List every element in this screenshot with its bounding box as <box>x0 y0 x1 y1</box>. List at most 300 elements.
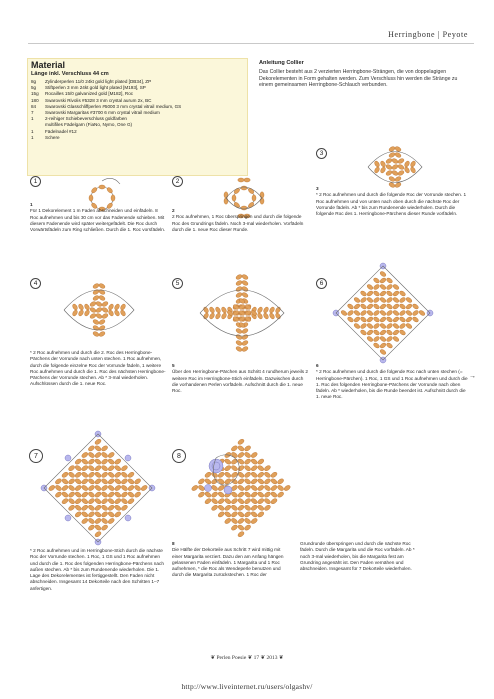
bead <box>72 303 79 311</box>
instructions-title: Anleitung Collier <box>259 60 304 66</box>
bead <box>140 484 148 491</box>
header-section: Herringbone <box>388 30 436 39</box>
bead <box>353 310 361 317</box>
bead <box>385 164 393 171</box>
step-6-text <box>316 363 468 401</box>
bead <box>94 478 102 485</box>
bead <box>217 504 225 511</box>
bead <box>101 491 109 498</box>
bead <box>68 478 76 485</box>
bead <box>72 309 79 317</box>
bead <box>379 323 387 330</box>
bead <box>263 504 271 511</box>
bead <box>397 158 405 165</box>
bead <box>360 297 368 304</box>
bead <box>211 504 219 511</box>
bead <box>94 458 102 465</box>
bead <box>263 498 271 505</box>
bead <box>120 498 128 505</box>
bead <box>379 290 387 297</box>
bead <box>127 491 135 498</box>
bead <box>235 328 243 335</box>
bead <box>217 511 225 518</box>
bead <box>74 511 82 518</box>
bead <box>237 498 245 505</box>
bead <box>244 484 252 491</box>
bead <box>114 465 122 472</box>
bead <box>379 277 387 284</box>
bead <box>373 303 381 310</box>
bead <box>87 458 95 465</box>
bead <box>399 297 407 304</box>
bead <box>257 458 265 465</box>
bead <box>380 166 387 174</box>
bead <box>235 274 243 281</box>
bead <box>134 484 142 491</box>
bead <box>257 306 264 314</box>
bead <box>98 289 106 296</box>
bead <box>399 316 407 323</box>
bead <box>81 471 89 478</box>
bead <box>87 504 95 511</box>
bead <box>74 471 82 478</box>
bead <box>87 484 95 491</box>
bead <box>391 164 399 171</box>
bead <box>134 491 142 498</box>
bead <box>81 451 89 458</box>
bead <box>386 303 394 310</box>
bead <box>237 504 245 511</box>
bead <box>379 271 387 278</box>
step-4-text <box>30 350 166 388</box>
bead <box>127 471 135 478</box>
bead <box>107 451 115 458</box>
bead <box>405 297 413 304</box>
bead <box>366 329 374 336</box>
bead <box>388 152 396 159</box>
bead <box>230 471 238 478</box>
bead <box>405 303 413 310</box>
bead <box>270 491 278 498</box>
bead <box>405 310 413 317</box>
material-qty: 180 <box>31 97 39 103</box>
material-text: 2-reihiger Schiebeverschluss goldfarben <box>45 116 127 122</box>
bead <box>114 303 121 311</box>
bead <box>232 316 239 323</box>
bead <box>388 176 396 183</box>
bead <box>68 498 76 505</box>
bead <box>221 306 228 314</box>
bead <box>237 524 245 531</box>
bead <box>74 484 82 491</box>
bead <box>366 290 374 297</box>
step-2-marker: 2 <box>172 176 183 187</box>
step-3-marker: 3 <box>316 148 327 159</box>
bead <box>386 290 394 297</box>
bead <box>386 323 394 330</box>
bead <box>230 445 238 452</box>
bead <box>386 316 394 323</box>
bead <box>87 491 95 498</box>
bead <box>95 313 103 320</box>
material-text: Swarovski Glasschliffperlen #5000 3 mm crystal vitrail medium, GS <box>45 103 182 109</box>
bead <box>197 484 205 491</box>
bead <box>250 451 258 458</box>
bead <box>379 336 387 343</box>
bead <box>263 465 271 472</box>
bead <box>217 478 225 485</box>
bead <box>215 312 222 320</box>
bead <box>392 316 400 323</box>
step-4-marker: 4 <box>30 278 41 289</box>
bead <box>235 286 243 293</box>
bead <box>81 484 89 491</box>
bead <box>224 504 232 511</box>
bead <box>217 491 225 498</box>
bead <box>257 498 265 505</box>
bead <box>224 511 232 518</box>
bead <box>263 484 271 491</box>
bead <box>94 531 102 538</box>
bead <box>412 310 420 317</box>
step-7-diagram <box>38 428 158 548</box>
material-text: Rocailles 15/0 galvanized gold [M182], Roc <box>45 91 134 97</box>
bead <box>379 342 387 349</box>
bead <box>238 316 245 323</box>
bead <box>244 471 252 478</box>
bead <box>250 491 258 498</box>
bead <box>101 307 109 314</box>
bead <box>241 292 249 299</box>
material-text: Schere <box>45 134 60 140</box>
bead <box>232 304 239 311</box>
bead <box>373 316 381 323</box>
bead <box>211 498 219 505</box>
bead <box>237 511 245 518</box>
bead <box>373 277 381 284</box>
bead <box>269 312 276 320</box>
bead <box>244 504 252 511</box>
step-5-text <box>172 363 308 394</box>
bead <box>263 312 270 320</box>
header-topic: Peyote <box>442 30 468 39</box>
bead <box>373 284 381 291</box>
bead <box>405 316 413 323</box>
bead <box>81 478 89 485</box>
bead <box>235 346 243 353</box>
bead <box>114 471 122 478</box>
bead <box>54 478 62 485</box>
bead <box>74 465 82 472</box>
bead <box>120 471 128 478</box>
bead <box>241 274 249 281</box>
bead <box>101 517 109 524</box>
bead <box>54 491 62 498</box>
bead <box>386 297 394 304</box>
bead <box>394 176 402 183</box>
bead <box>107 458 115 465</box>
bead <box>392 336 400 343</box>
material-text: Zylinderperlen 11/0 24kt gold light plated [DB34], ZP <box>45 79 152 84</box>
bead <box>68 504 76 511</box>
bead <box>347 316 355 323</box>
bead <box>366 310 374 317</box>
bead <box>101 511 109 518</box>
bead <box>275 312 282 320</box>
bead <box>204 498 212 505</box>
material-text: multifiles Fädelgarn (FiaNo, Nymo, One G) <box>45 122 133 128</box>
bead <box>235 292 243 299</box>
bead <box>230 504 238 511</box>
bead <box>392 323 400 330</box>
bead <box>237 478 245 485</box>
bead <box>374 166 381 174</box>
bead <box>244 458 252 465</box>
bead <box>74 504 82 511</box>
watermark-url: http://www.liveinternet.ru/users/olgashv/ <box>181 682 313 691</box>
bead <box>94 517 102 524</box>
materials-title: Material <box>31 60 66 70</box>
step-3-label: 3 <box>316 186 319 191</box>
bead <box>107 465 115 472</box>
bead <box>203 306 210 314</box>
bead <box>392 303 400 310</box>
bead <box>114 309 121 317</box>
bead <box>397 164 405 171</box>
bead <box>92 331 100 338</box>
bead <box>81 498 89 505</box>
bead <box>224 478 232 485</box>
bead <box>89 195 93 201</box>
bead <box>360 329 368 336</box>
bead <box>94 465 102 472</box>
bead <box>94 471 102 478</box>
bead <box>78 309 85 317</box>
page-header <box>388 30 468 39</box>
bead <box>360 290 368 297</box>
bead <box>241 340 249 347</box>
crystal-bead <box>224 486 232 494</box>
step-5-diagram <box>192 263 292 363</box>
bead <box>283 484 291 491</box>
step-8-marker: 8 <box>172 449 186 463</box>
bead <box>107 511 115 518</box>
bead <box>366 303 374 310</box>
bead <box>392 310 400 317</box>
material-text: Swarovski Rivolis #5328 3 mm crystal aurum 2x, BC <box>45 97 152 103</box>
bead <box>241 328 249 335</box>
bead <box>84 309 91 317</box>
bead <box>224 517 232 524</box>
bead <box>98 283 106 290</box>
bead <box>238 310 245 317</box>
bead <box>391 170 399 177</box>
bead <box>399 329 407 336</box>
bead <box>244 511 252 518</box>
bead <box>127 484 135 491</box>
bead <box>114 484 122 491</box>
material-qty: 5g <box>31 85 37 91</box>
bead <box>120 491 128 498</box>
bead <box>353 297 361 304</box>
bead <box>257 491 265 498</box>
step-1-label: 1 <box>30 202 33 207</box>
bead <box>250 465 258 472</box>
bead <box>87 471 95 478</box>
bead <box>237 484 245 491</box>
bead <box>61 478 69 485</box>
bead <box>250 517 258 524</box>
crystal-bead <box>65 515 71 521</box>
bead <box>394 152 402 159</box>
bead <box>68 465 76 472</box>
step-8-text <box>172 541 420 637</box>
step-6-marker: 6 <box>316 278 327 289</box>
crystal-bead <box>205 485 212 492</box>
bead <box>98 325 106 332</box>
bead <box>418 310 426 317</box>
bead <box>89 307 97 314</box>
bead <box>87 511 95 518</box>
bead <box>237 465 245 472</box>
bead <box>101 504 109 511</box>
bead <box>48 484 56 491</box>
bead <box>94 498 102 505</box>
step-1-marker: 1 <box>30 176 41 187</box>
bead <box>61 484 69 491</box>
bead <box>244 316 251 323</box>
bead <box>230 478 238 485</box>
bead <box>54 484 62 491</box>
bead <box>107 498 115 505</box>
bead <box>241 334 249 341</box>
bead <box>95 301 103 308</box>
bead <box>101 313 109 320</box>
bead <box>95 307 103 314</box>
step-8-label: 8 <box>172 541 175 546</box>
bead <box>114 458 122 465</box>
bead <box>101 498 109 505</box>
bead <box>360 316 368 323</box>
bead <box>98 319 106 326</box>
bead <box>224 192 228 198</box>
bead <box>360 303 368 310</box>
bead <box>68 491 76 498</box>
bead <box>209 306 216 314</box>
bead <box>237 517 245 524</box>
bead <box>366 297 374 304</box>
bead <box>238 304 245 311</box>
bead <box>263 478 271 485</box>
bead <box>232 195 236 201</box>
bead <box>211 491 219 498</box>
bead <box>397 170 405 177</box>
bead <box>250 471 258 478</box>
bead <box>386 310 394 317</box>
bead <box>84 303 91 311</box>
bead <box>244 310 251 317</box>
bead <box>111 195 115 201</box>
bead <box>237 531 245 538</box>
bead <box>252 195 256 201</box>
bead <box>244 478 252 485</box>
bead <box>108 303 115 311</box>
bead <box>373 342 381 349</box>
bead <box>99 185 105 189</box>
bead <box>386 342 394 349</box>
bead <box>197 491 205 498</box>
bead <box>412 316 420 323</box>
bead <box>386 336 394 343</box>
bead <box>127 478 135 485</box>
material-qty: 1 <box>31 134 34 140</box>
bead <box>107 478 115 485</box>
bead <box>81 458 89 465</box>
bead <box>237 451 245 458</box>
bead <box>114 478 122 485</box>
bead <box>74 498 82 505</box>
bead <box>391 158 399 165</box>
bead <box>230 511 238 518</box>
material-qty: 7 <box>31 110 34 116</box>
bead <box>399 290 407 297</box>
bead <box>92 325 100 332</box>
bead <box>87 498 95 505</box>
bead <box>108 309 115 317</box>
step-8-body: Die Hälfte der Dekorteile aus Schritt 7 wird mittig mit einer Margarita verziert. Dazu den am Anfang hängen gelassenen Faden einfädeln. 1 Margarita und 1 Roc aufnehmen, * die Roc als Wendeperle benutzen und durch die Margarita zurückstechen. 1 Roc der Grundrunde überspringen und durch die nächste Roc fädeln. Durch die Margarita und die Roc vorfädeln. Ab * noch 3-mal wiederholen, bis die Margarita fest am Grundring angenäht ist. Den Faden vernähen und abschneiden. Insgesamt für 7 Dekorteile wiederholen. <box>172 541 415 578</box>
bead <box>244 465 252 472</box>
step-6-diagram <box>328 258 438 368</box>
bead <box>379 329 387 336</box>
bead <box>257 465 265 472</box>
bead <box>61 471 69 478</box>
bead <box>244 491 252 498</box>
bead <box>235 334 243 341</box>
bead <box>238 178 244 182</box>
bead <box>237 471 245 478</box>
crystal-bead <box>65 455 71 461</box>
crystal-bead <box>125 515 131 521</box>
bead <box>92 289 100 296</box>
bead <box>114 511 122 518</box>
bead <box>120 465 128 472</box>
bead <box>360 310 368 317</box>
bead <box>373 323 381 330</box>
bead <box>374 160 381 168</box>
bead <box>360 323 368 330</box>
bead <box>127 498 135 505</box>
bead <box>399 303 407 310</box>
bead <box>353 303 361 310</box>
bead <box>379 284 387 291</box>
page-footer: ❦ Perlen Poesie ❦ 17 ❦ 2013 ❦ <box>210 655 284 661</box>
bead <box>224 498 232 505</box>
step-7-body: * 2 Roc aufnehmen und im Herringbone-Stich durch die nächste Roc der Vorrunde stechen. 1 Roc, 1 GS und 1 Roc aufnehmen und durch die 1. Roc des folgenden Herringbone-Pärchens nach außen stechen. Ab * bis zum Rundenende wiederholen. Die 1. Lage des Dekorelementes ist fertiggestellt. Den Faden nicht abschneiden. Insgesamt 14 Dekorteile nach den Schritten 1–7 anfertigen. <box>30 548 164 591</box>
bead <box>94 445 102 452</box>
bead <box>366 336 374 343</box>
step-4-body: * 2 Roc aufnehmen und durch die 2. Roc des Herringbone-Pärchens der Vorrunde nach unten stechen. 1 Roc aufnehmen, durch die folgende einzelne Roc der Vorrunde fädeln, 1 weitere Roc aufnehmen und durch die 1. Roc des nächsten Herringbone-Pärchens der Vorrunde stechen. Ab * 3-mal wiederholen. Aufschlüssen durch die 1. neue Roc. <box>30 350 166 387</box>
bead <box>87 478 95 485</box>
bead <box>392 329 400 336</box>
material-qty: 1 <box>31 116 34 122</box>
materials-list <box>31 79 246 141</box>
step-5-label: 5 <box>172 363 175 368</box>
bead <box>233 187 240 194</box>
bead <box>379 349 387 356</box>
bead <box>270 484 278 491</box>
bead <box>224 198 228 204</box>
bead <box>250 478 258 485</box>
